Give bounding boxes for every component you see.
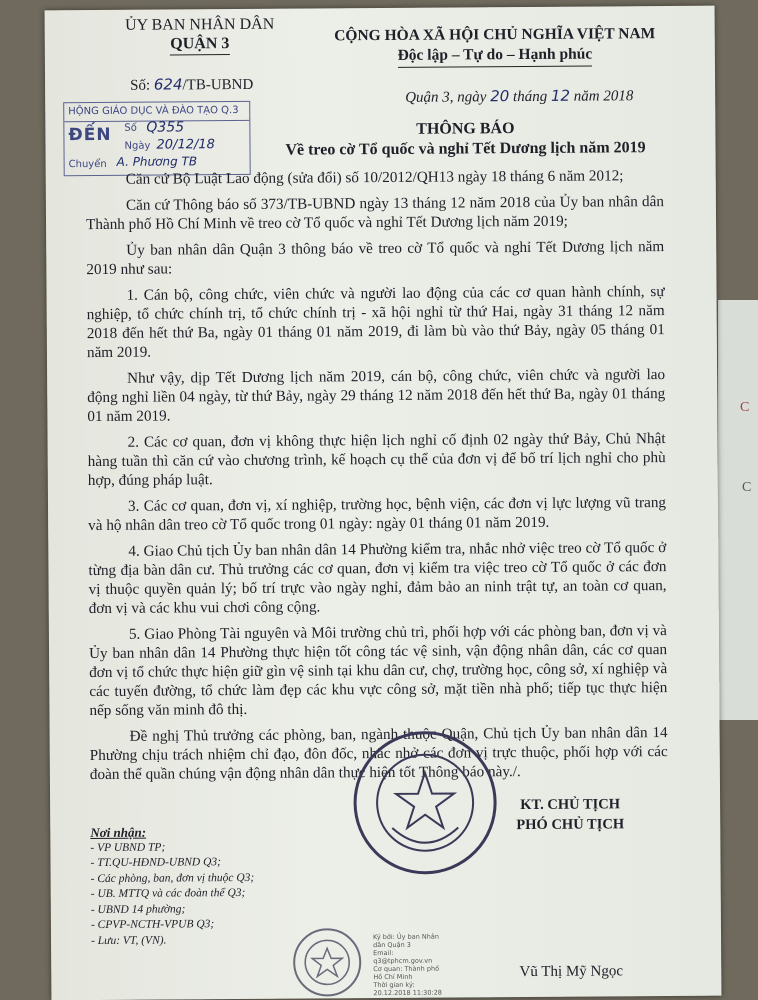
- signature-block: [445, 794, 695, 836]
- title-type: THÔNG BÁO: [416, 120, 515, 138]
- paragraph-item-3: 3. Các cơ quan, đơn vị, xí nghiệp, trường học, bệnh viện, các đơn vị lực lượng vũ trang và hộ nhân dân treo cờ Tổ quốc trong 01 ngày: ngày 01 tháng 01 năm 2019.: [88, 494, 667, 535]
- paragraph-legal-basis-1: Căn cứ Bộ Luật Lao động (sửa đổi) số 10/2012/QH13 ngày 18 tháng 6 năm 2012;: [125, 167, 624, 188]
- paragraph-item-4: 4. Giao Chủ tịch Ủy ban nhân dân 14 Phường kiểm tra, nhắc nhở việc treo cờ Tổ quốc ở từng địa bàn dân cư. Thủ trưởng các cơ quan, đơn vị kiểm tra việc treo cờ Tổ quốc ở các đơn vị thuộc quyền quản lý; bố trí trực vào ngày nghỉ, đảm bảo an ninh trật tự, an toàn cơ quan, đơn vị và các khu vui chơi công cộng.: [88, 539, 667, 618]
- paragraph-item-1: 1. Cán bộ, công chức, viên chức và người lao động của các cơ quan hành chính, sự nghiệp, tổ chức chính trị, tổ chức chính trị - xã hội nghỉ từ thứ Hai, ngày 31 tháng 12 năm 2018 đến hết thứ Ba, ngày 01 tháng 01 năm 2019, đi làm bù vào thứ Bảy, ngày 05 tháng 01 năm 2019.: [86, 283, 665, 362]
- signature-title-2: PHÓ CHỦ TỊCH: [516, 816, 625, 834]
- paragraph-legal-basis-2: Căn cứ Thông báo số 373/TB-UBND ngày 13 tháng 12 năm 2018 của Ủy ban nhân dân Thành phố Hồ Chí Minh về treo cờ Tổ quốc và nghỉ Tết Dương lịch năm 2019;: [85, 193, 664, 234]
- adjacent-document-edge: C C: [718, 300, 758, 720]
- date-month-handwritten: 12: [550, 86, 571, 105]
- document-page: [45, 6, 722, 1000]
- recipient-item: - UBND 14 phường;: [90, 902, 186, 916]
- received-stamp-ngay-value: 20/12/18: [156, 137, 215, 153]
- received-stamp-den: ĐẾN: [68, 124, 112, 146]
- recipient-item: - VP UBND TP;: [90, 841, 166, 854]
- received-stamp-ngay-label: Ngày: [124, 140, 151, 152]
- received-stamp-org: HỘNG GIÁO DỤC VÀ ĐÀO TẠO Q.3: [64, 102, 249, 122]
- paragraph-item-5: 5. Giao Phòng Tài nguyên và Môi trường chủ trì, phối hợp với các phòng ban, đơn vị và Ủy ban nhân dân 14 Phường thực hiện tốt công tác vệ sinh, vận động nhân dân, các cơ quan đơn vị tổ chức thực hiện giữ gìn vệ sinh tại khu dân cư, chợ, trường học, công sở, xí nghiệp và các tuyến đường, tổ chức làm đẹp các khu vực công sở, mặt tiền nhà phố; tiếp tục thực hiện nếp sống văn minh đô thị.: [88, 622, 668, 720]
- title-subject: Về treo cờ Tổ quốc và nghỉ Tết Dương lịch năm 2019: [285, 139, 646, 159]
- recipient-item: - Các phòng, ban, đơn vị thuộc Q3;: [90, 871, 255, 885]
- recipients-heading: Nơi nhận:: [90, 824, 147, 841]
- paragraph-intro: Ủy ban nhân dân Quận 3 thông báo về treo cờ Tổ quốc và nghỉ Tết Dương lịch năm 2019 như sau:: [86, 238, 665, 279]
- authority-line-2: QUẬN 3: [170, 34, 229, 55]
- document-number: Số: 624/TB-UBND: [130, 75, 254, 94]
- date-day-handwritten: 20: [490, 87, 510, 106]
- nation-title: CỘNG HÒA XÃ HỘI CHỦ NGHĨA VIỆT NAM: [334, 25, 656, 45]
- paragraph-item-1-note: Như vậy, dịp Tết Dương lịch năm 2019, cán bộ, công chức, viên chức và người lao động nghỉ liền 04 ngày, từ thứ Bảy, ngày 29 tháng 12 năm 2018 đến hết thứ Ba, ngày 01 tháng 01 năm 2019.: [87, 366, 666, 426]
- authority-line-1: ỦY BAN NHÂN DÂN: [125, 15, 275, 34]
- document-body: [86, 166, 668, 791]
- paragraph-closing: Đề nghị Thủ trưởng các phòng, ban, ngành thuộc Quận, Chủ tịch Ủy ban nhân dân 14 Phường chịu trách nhiệm chỉ đạo, đôn đốc, nhắc nhở các đơn vị trực thuộc, phối hợp với các đoàn thể quần chúng vận động nhân dân thực hiện tốt Thông báo này./.: [89, 724, 668, 784]
- received-stamp-chuyen-label: Chuyển: [68, 158, 107, 171]
- received-stamp-so-label: Số: [124, 122, 137, 134]
- nation-motto: Độc lập – Tự do – Hạnh phúc: [397, 45, 592, 68]
- signer-name: Vũ Thị Mỹ Ngọc: [519, 963, 624, 981]
- recipient-item: - TT.QU-HĐND-UBND Q3;: [90, 856, 221, 870]
- signature-title-1: KT. CHỦ TỊCH: [520, 796, 621, 814]
- digital-signature-info: Ký bởi: Ủy ban Nhân dân Quận 3 Email: q3@tphcm.gov.vn Cơ quan: Thành phố Hồ Chí Minh Thời gian ký: 20.12.2018 11:30:28: [373, 932, 442, 998]
- received-stamp-so-value: Q355: [146, 119, 185, 136]
- digital-signature-seal-icon: [291, 926, 364, 999]
- document-title: [255, 118, 675, 161]
- paragraph-item-2: 2. Các cơ quan, đơn vị không thực hiện lịch nghỉ cố định 02 ngày thứ Bảy, Chủ Nhật hàng tuần thì căn cứ vào chương trình, kế hoạch cụ thể của đơn vị để bố trí lịch nghỉ cho phù hợp, đúng pháp luật.: [87, 430, 666, 490]
- national-heading: [315, 24, 675, 69]
- document-date: Quận 3, ngày 20 tháng 12 năm 2018: [405, 86, 634, 106]
- received-stamp: [63, 101, 251, 176]
- received-stamp-chuyen-value: A. Phương TB: [116, 154, 198, 169]
- recipient-item: - UB. MTTQ và các đoàn thể Q3;: [90, 886, 246, 901]
- recipient-item: - Lưu: VT, (VN).: [91, 934, 167, 947]
- document-number-handwritten: 624: [153, 75, 183, 94]
- recipient-item: - CPVP-NCTH-VPUB Q3;: [90, 918, 215, 932]
- issuing-authority: [85, 14, 315, 56]
